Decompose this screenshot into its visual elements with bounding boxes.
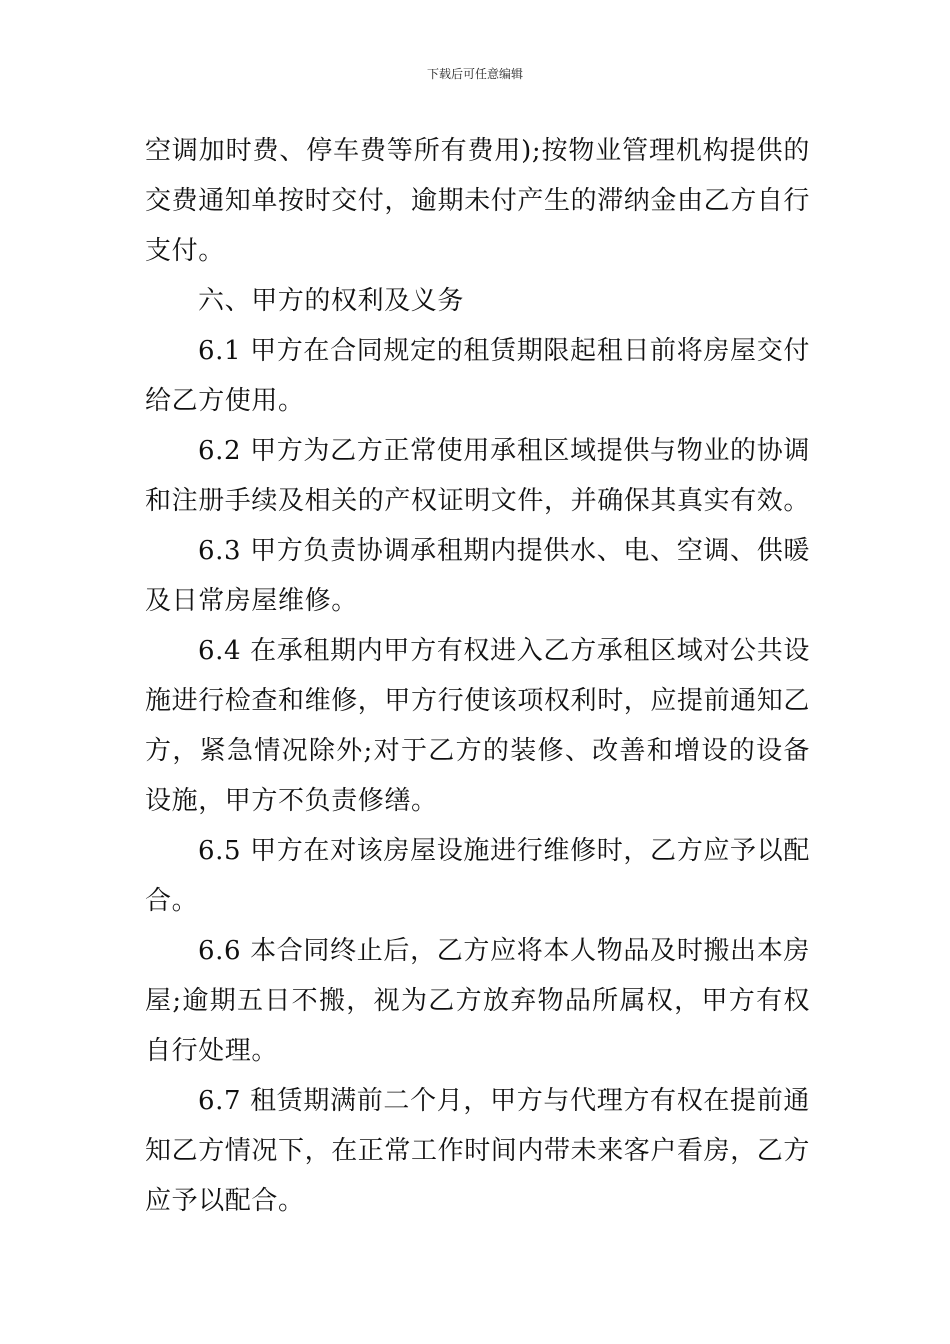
document-body — [145, 126, 810, 1226]
clause-6-1: 6.1 甲方在合同规定的租赁期限起租日前将房屋交付给乙方使用。 — [145, 336, 810, 416]
clause-6-7: 6.7 租赁期满前二个月，甲方与代理方有权在提前通知乙方情况下，在正常工作时间内带未来客户看房，乙方应予以配合。 — [145, 1086, 811, 1216]
clause-6-3: 6.3 甲方负责协调承租期内提供水、电、空调、供暖及日常房屋维修。 — [145, 536, 810, 616]
section-heading-party-a-rights: 六、甲方的权利及义务 — [198, 286, 465, 316]
paragraph-fee-continuation: 空调加时费、停车费等所有费用);按物业管理机构提供的交费通知单按时交付，逾期未付产生的滞纳金由乙方自行支付。 — [145, 136, 811, 266]
page-header-note: 下载后可任意编辑 — [426, 67, 523, 81]
clause-6-5: 6.5 甲方在对该房屋设施进行维修时，乙方应予以配合。 — [145, 836, 810, 916]
clause-6-4: 6.4 在承租期内甲方有权进入乙方承租区域对公共设施进行检查和维修，甲方行使该项权利时，应提前通知乙方，紧急情况除外;对于乙方的装修、改善和增设的设备设施，甲方不负责修缮。 — [145, 636, 811, 816]
clause-6-6: 6.6 本合同终止后，乙方应将本人物品及时搬出本房屋;逾期五日不搬，视为乙方放弃物品所属权，甲方有权自行处理。 — [145, 936, 810, 1066]
clause-6-2: 6.2 甲方为乙方正常使用承租区域提供与物业的协调和注册手续及相关的产权证明文件，并确保其真实有效。 — [145, 436, 811, 516]
